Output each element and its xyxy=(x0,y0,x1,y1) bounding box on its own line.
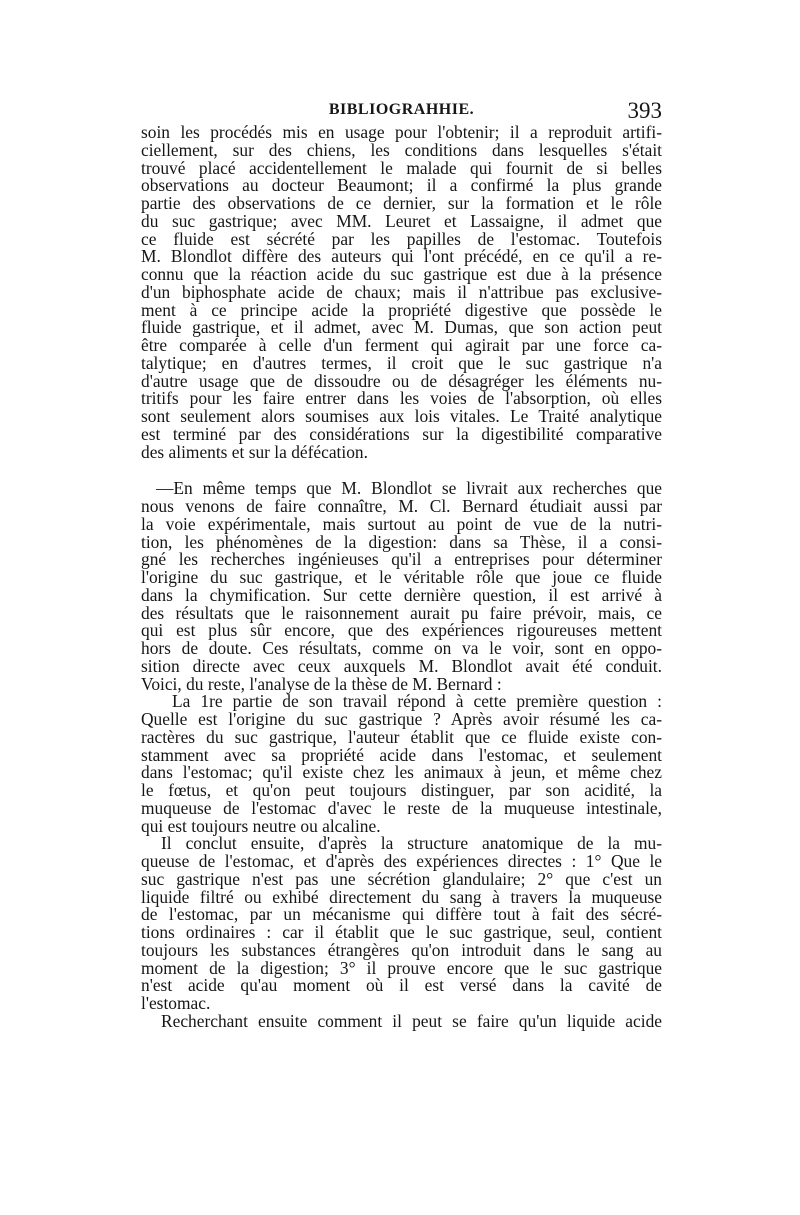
text-line: Il conclut ensuite, d'après la structure anatomique de la mu- xyxy=(161,833,662,854)
paragraph-3 xyxy=(141,693,662,835)
text-line: observations au docteur Beaumont; il a confirmé la plus grande xyxy=(141,175,662,196)
text-line: dans l'estomac; qu'il existe chez les animaux à jeun, et même chez xyxy=(141,762,662,783)
paragraph-4 xyxy=(141,835,662,1013)
text-line: des aliments et sur la défécation. xyxy=(141,441,368,462)
text-line: gné les recherches ingénieuses qu'il a entreprises pour déterminer xyxy=(141,549,662,570)
text-line: Recherchant ensuite comment il peut se faire qu'un liquide acide xyxy=(161,1010,662,1031)
text-line: queuse de l'estomac, et d'après des expériences directes : 1° Que le xyxy=(141,851,662,871)
text-line: ment à ce principe acide la propriété digestive que possède le xyxy=(141,299,662,320)
text-line: tritifs pour les faire entrer dans les voies de l'absorption, où elles xyxy=(141,388,662,409)
paragraph-2 xyxy=(141,480,662,693)
text-line: ce fluide est sécrété par les papilles de l'estomac. Toutefois xyxy=(141,228,662,249)
body-text xyxy=(141,124,662,1031)
text-line: être comparée à celle d'un ferment qui agirait par une force ca- xyxy=(141,335,662,355)
text-line: talytique; en d'autres termes, il croit que le suc gastrique n'a xyxy=(141,352,662,373)
text-line: Voici, du reste, l'analyse de la thèse de M. Bernard : xyxy=(141,673,502,694)
text-line: l'origine du suc gastrique, et le véritable rôle que joue ce fluide xyxy=(141,567,662,587)
text-line: suc gastrique n'est pas une sécrétion glandulaire; 2° que c'est un xyxy=(141,868,662,889)
text-line: des résultats que le raisonnement aurait pu faire prévoir, mais, ce xyxy=(141,602,662,623)
text-line: trouvé placé accidentellement le malade qui fournit de si belles xyxy=(141,157,662,178)
text-line: l'estomac. xyxy=(141,993,211,1013)
text-line: liquide filtré ou exhibé directement du sang à travers la muqueuse xyxy=(141,886,662,907)
text-line: dans la chymification. Sur cette dernière question, il est arrivé à xyxy=(141,584,662,605)
text-line: qui est toujours neutre ou alcaline. xyxy=(141,815,381,836)
text-line: tions ordinaires : car il établit que le suc gastrique, seul, contient xyxy=(141,922,662,942)
text-line: La 1re partie de son travail répond à cette première question : xyxy=(172,691,662,712)
text-line: fluide gastrique, et il admet, avec M. Dumas, que son action peut xyxy=(141,317,662,338)
text-line: tion, les phénomènes de la digestion: dans sa Thèse, il a consi- xyxy=(141,531,662,552)
text-line: sition directe avec ceux auxquels M. Blondlot avait été conduit. xyxy=(141,655,662,676)
text-line: ractères du suc gastrique, l'auteur établit que ce fluide existe con- xyxy=(141,726,662,747)
text-line: le fœtus, et qu'on peut toujours distinguer, par son acidité, la xyxy=(141,780,662,800)
text-line: Quelle est l'origine du suc gastrique ? Après avoir résumé les ca- xyxy=(141,709,662,729)
text-line: n'est acide qu'au moment où il est versé dans la cavité de xyxy=(141,975,662,996)
text-line: toujours les substances étrangères qu'on introduit dans le sang au xyxy=(141,939,662,960)
text-line: sont seulement alors soumises aux lois vitales. Le Traité analytique xyxy=(141,406,662,426)
text-line: est terminé par des considérations sur la digestibilité comparative xyxy=(141,423,662,444)
text-line: d'un biphosphate acide de chaux; mais il n'attribue pas exclusive- xyxy=(141,281,662,302)
text-line: moment de la digestion; 3° il prouve encore que le suc gastrique xyxy=(141,957,662,978)
page-header xyxy=(141,98,662,124)
text-line: d'autre usage que de dissoudre ou de désagréger les éléments nu- xyxy=(141,370,662,391)
running-title: BIBLIOGRAHHIE. xyxy=(328,101,475,118)
page-number: 393 xyxy=(627,98,662,123)
text-line: ciellement, sur des chiens, les conditions dans lesquelles s'était xyxy=(141,139,662,160)
text-line: qui est plus sûr encore, que des expériences rigoureuses mettent xyxy=(141,620,662,641)
text-line: stamment avec sa propriété acide dans l'estomac, et seulement xyxy=(141,744,662,765)
text-line: partie des observations de ce dernier, sur la formation et le rôle xyxy=(141,193,662,213)
text-line: hors de doute. Ces résultats, comme on va le voir, sont en oppo- xyxy=(141,638,662,658)
text-line: M. Blondlot diffère des auteurs qui l'ont précédé, en ce qu'il a re- xyxy=(141,246,662,267)
text-line: soin les procédés mis en usage pour l'obtenir; il a reproduit artifi- xyxy=(141,122,662,142)
text-line: —En même temps que M. Blondlot se livrait aux recherches que xyxy=(156,478,662,499)
text-line: connu que la réaction acide du suc gastrique est due à la présence xyxy=(141,264,662,284)
text-line: muqueuse de l'estomac d'avec le reste de la muqueuse intestinale, xyxy=(141,797,662,818)
text-line: du suc gastrique; avec MM. Leuret et Lassaigne, il admet que xyxy=(141,210,662,231)
text-line: de l'estomac, par un mécanisme qui diffère tout à fait des sécré- xyxy=(141,904,662,925)
text-line: la voie expérimentale, mais surtout au point de vue de la nutri- xyxy=(141,513,662,534)
paragraph-1 xyxy=(141,124,662,461)
text-line: nous venons de faire connaître, M. Cl. Bernard étudiait aussi par xyxy=(141,496,662,516)
paragraph-5 xyxy=(141,1010,662,1031)
